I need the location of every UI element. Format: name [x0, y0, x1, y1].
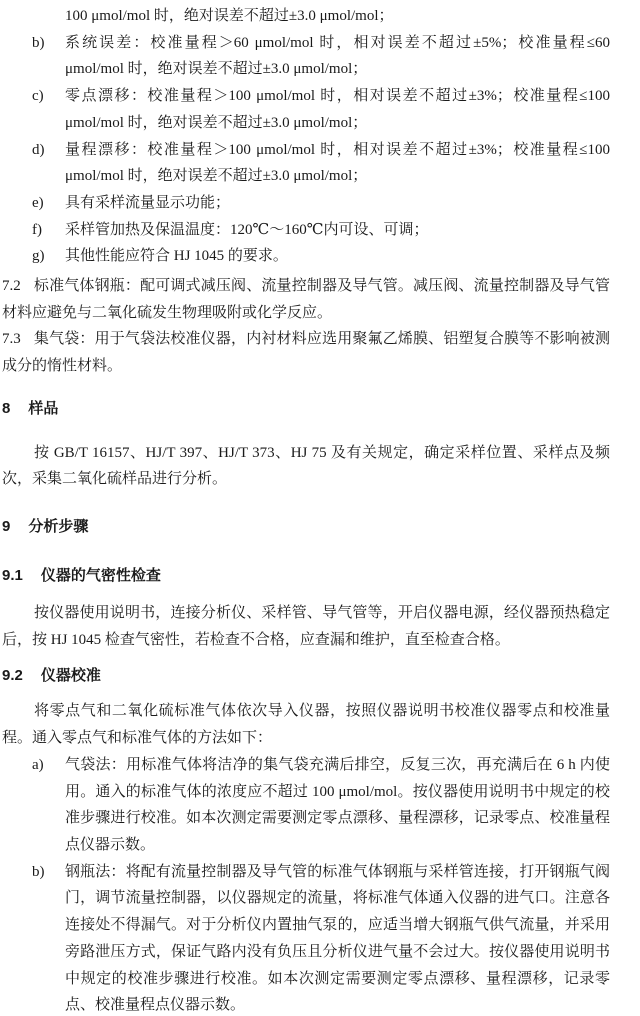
section-8-title: 样品 [28, 399, 59, 417]
section-8-heading [2, 396, 610, 423]
spec-item-d [2, 137, 610, 190]
section-9-number: 9 [2, 517, 11, 535]
spec-item-f-text: 采样管加热及保温温度：120℃～160℃内可设、可调； [65, 221, 429, 238]
spec-item-c-text: 零点漂移：校准量程＞100 μmol/mol 时，相对误差不超过±3%；校准量程≤100 μmol/mol 时，绝对误差不超过±3.0 μmol/mol； [65, 88, 610, 131]
section-9-2-number: 9.2 [2, 666, 23, 684]
spec-item-b [2, 30, 610, 83]
calibration-item-a [2, 752, 610, 859]
section-9-2-heading [2, 663, 610, 690]
section-9-heading [2, 514, 610, 541]
list-marker-c: c) [32, 88, 44, 105]
section-8-number: 8 [2, 399, 11, 417]
list-marker-e: e) [32, 194, 44, 211]
spec-item-a-continuation: 100 μmol/mol 时，绝对误差不超过±3.0 μmol/mol； [65, 8, 394, 24]
list-marker-b: b) [32, 34, 45, 51]
list-marker-f: f) [32, 221, 42, 238]
spec-item-e [2, 190, 610, 217]
spec-item-f [2, 217, 610, 244]
spec-item-g [2, 243, 610, 270]
section-9-1-number: 9.1 [2, 566, 23, 584]
section-9-1-heading [2, 563, 610, 590]
calibration-item-b [2, 859, 610, 1016]
spec-item-e-text: 具有采样流量显示功能； [65, 194, 231, 211]
section-9-1-paragraph: 按仪器使用说明书，连接分析仪、采样管、导气管等，开启仪器电源，经仪器预热稳定后，按 HJ 1045 检查气密性，若检查不合格，应查漏和维护，直至检查合格。 [2, 605, 610, 649]
section-7-3-number: 7.3 [2, 331, 21, 348]
list-marker-d: d) [32, 141, 45, 158]
section-9-2-paragraph: 将零点气和二氧化硫标准气体依次导入仪器，按照仪器说明书校准仪器零点和校准量程。通入零点气和标准气体的方法如下： [2, 703, 610, 747]
section-7-2-text: 标准气体钢瓶：配可调式减压阀、流量控制器及导气管。减压阀、流量控制器及导气管材料应避免与二氧化硫发生物理吸附或化学反应。 [2, 278, 610, 321]
calibration-item-a-text: 气袋法：用标准气体将洁净的集气袋充满后排空，反复三次，再充满后在 6 h 内使用。通入的标准气体的浓度应不超过 100 μmol/mol。按仪器使用说明书中规定的校准步骤进行校准。如本次测定需要测定零点漂移、量程漂移，记录零点、校准量程点仪器示数。 [65, 756, 610, 853]
section-7-3-text: 集气袋：用于气袋法校准仪器，内衬材料应选用聚氟乙烯膜、铝塑复合膜等不影响被测成分的惰性材料。 [2, 331, 610, 375]
section-8-paragraph: 按 GB/T 16157、HJ/T 397、HJ/T 373、HJ 75 及有关规定，确定采样位置、采样点及频次，采集二氧化硫样品进行分析。 [2, 444, 610, 488]
section-7-2-number: 7.2 [2, 278, 21, 295]
spec-item-c [2, 83, 610, 136]
spec-item-b-text: 系统误差：校准量程＞60 μmol/mol 时，相对误差不超过±5%；校准量程≤60 μmol/mol 时，绝对误差不超过±3.0 μmol/mol； [65, 34, 610, 78]
list-marker-b2: b) [32, 863, 45, 880]
section-7-2-paragraph [2, 273, 610, 326]
list-marker-a: a) [32, 756, 44, 773]
section-9-1-title: 仪器的气密性检查 [40, 566, 161, 584]
spec-item-d-text: 量程漂移：校准量程＞100 μmol/mol 时，相对误差不超过±3%；校准量程≤100 μmol/mol 时，绝对误差不超过±3.0 μmol/mol； [65, 141, 610, 185]
section-7-3-paragraph [2, 326, 610, 379]
section-9-title: 分析步骤 [28, 517, 89, 535]
calibration-item-b-text: 钢瓶法：将配有流量控制器及导气管的标准气体钢瓶与采样管连接，打开钢瓶气阀门，调节流量控制器，以仪器规定的流量，将标准气体通入仪器的进气口。注意各连接处不得漏气。对于分析仪内置抽气泵的，应适当增大钢瓶气供气流量，并采用旁路泄压方式，保证气路内没有负压且分析仪进气量不会过大。按仪器使用说明书中规定的校准步骤进行校准。如本次测定需要测定零点漂移、量程漂移，记录零点、校准量程点仪器示数。 [65, 863, 610, 1014]
section-9-2-title: 仪器校准 [40, 666, 101, 684]
list-marker-g: g) [32, 248, 45, 265]
spec-item-g-text: 其他性能应符合 HJ 1045 的要求。 [65, 248, 288, 265]
